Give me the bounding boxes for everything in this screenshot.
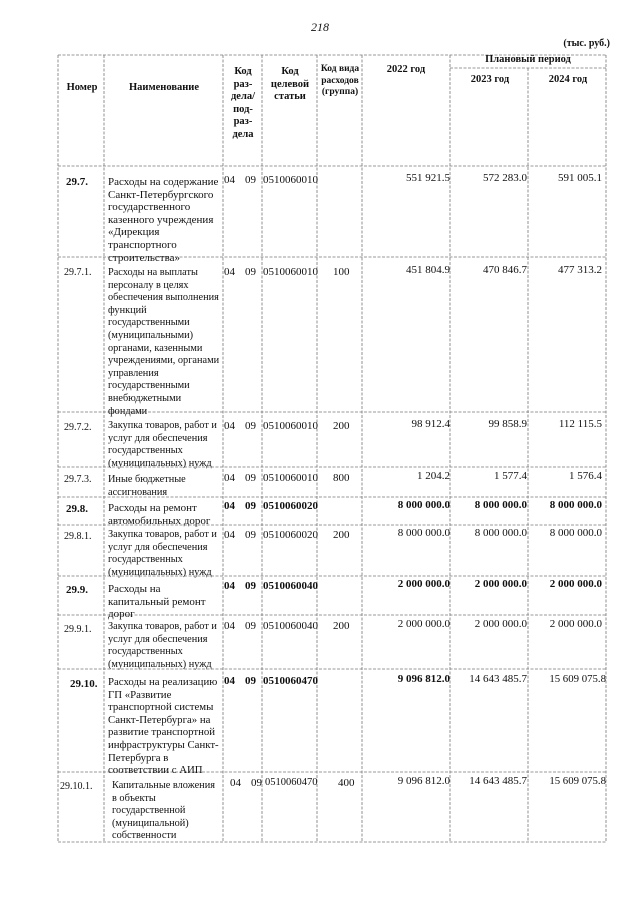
row-2023: 14 643 485.7 [469, 775, 527, 787]
units-label: (тыс. руб.) [563, 38, 610, 49]
row-vid: 800 [333, 472, 350, 484]
row-name: Расходы на ремонт автомобильных дорог [108, 502, 211, 527]
row-tsel: 0510060020 [263, 500, 318, 512]
row-razdel: 04 [224, 529, 235, 541]
row-tsel: 0510060010 [263, 420, 318, 432]
row-2023: 470 846.7 [483, 264, 527, 276]
row-razdel: 04 [224, 580, 235, 592]
row-2023: 2 000 000.0 [474, 578, 527, 590]
row-name: Расходы на содержание Санкт-Петербургского государственного казенного учреждения «Дирекция транспортного строительства» [108, 176, 219, 264]
row-vid: 200 [333, 420, 350, 432]
row-nomer: 29.9.1. [64, 624, 92, 635]
row-tsel: 0510060040 [263, 620, 318, 632]
row-2022: 451 804.9 [406, 264, 450, 276]
row-razdel: 04 [230, 777, 241, 789]
row-tsel: 0510060040 [263, 580, 318, 592]
row-vid: 200 [333, 620, 350, 632]
row-2022: 9 096 812.0 [397, 775, 450, 787]
row-2022: 551 921.5 [406, 172, 450, 184]
row-nomer: 29.7.1. [64, 267, 92, 278]
row-name: Закупка товаров, работ и услуг для обеспечения государственных (муниципальных) нужд [108, 529, 217, 578]
row-2023: 14 643 485.7 [469, 673, 527, 685]
header-tsel: Код целевой статьи [270, 66, 310, 102]
row-2024: 1 576.4 [569, 470, 602, 482]
row-razdel: 04 [224, 675, 235, 687]
row-name: Капитальные вложения в объекты государственной (муниципальной) собственности [112, 780, 215, 842]
row-nomer: 29.10.1. [60, 781, 93, 792]
row-name: Расходы на выплаты персоналу в целях обеспечения выполнения функций государственными (муниципальными) органами, казенными учреждениями, органами управления государственными внебюджетными фондами [108, 267, 220, 417]
row-2024: 15 609 075.8 [549, 775, 606, 787]
row-podrazdel: 09 [245, 620, 256, 632]
header-name: Наименование [129, 82, 199, 93]
row-tsel: 0510060010 [263, 174, 318, 186]
row-nomer: 29.7.2. [64, 422, 92, 433]
row-podrazdel: 09 [245, 580, 256, 592]
row-name: Расходы на реализацию ГП «Развитие транспортной системы Санкт-Петербурга» на развитие транспортной инфраструктуры Санкт-Петербурга в соответствии с АИП [108, 676, 219, 777]
row-2022: 8 000 000.0 [397, 499, 450, 511]
row-podrazdel: 09 [245, 675, 256, 687]
row-2023: 8 000 000.0 [474, 499, 527, 511]
row-2022: 98 912.4 [411, 418, 450, 430]
row-2024: 591 005.1 [558, 172, 602, 184]
row-2022: 9 096 812.0 [397, 673, 450, 685]
row-name: Расходы на капитальный ремонт дорог [108, 583, 206, 621]
header-2022: 2022 год [386, 64, 426, 75]
row-nomer: 29.8.1. [64, 531, 92, 542]
row-nomer: 29.10. [70, 678, 98, 690]
row-2023: 1 577.4 [494, 470, 527, 482]
header-plan-period: Плановый период [485, 54, 571, 65]
row-2023: 2 000 000.0 [474, 618, 527, 630]
row-2023: 8 000 000.0 [474, 527, 527, 539]
row-tsel: 0510060470 [265, 777, 318, 788]
row-2022: 8 000 000.0 [397, 527, 450, 539]
row-2024: 112 115.5 [558, 418, 602, 430]
row-podrazdel: 09 [245, 472, 256, 484]
page-number: 218 [311, 20, 329, 34]
header-vid: Код вида расходов (группа) [320, 64, 360, 97]
row-nomer: 29.9. [66, 584, 88, 596]
row-2024: 2 000 000.0 [549, 618, 602, 630]
row-2024: 8 000 000.0 [549, 499, 602, 511]
row-razdel: 04 [224, 420, 235, 432]
row-podrazdel: 09 [245, 174, 256, 186]
row-podrazdel: 09 [245, 529, 256, 541]
row-2024: 15 609 075.8 [549, 673, 606, 685]
row-nomer: 29.7. [66, 176, 88, 188]
row-podrazdel: 09 [245, 420, 256, 432]
row-2022: 2 000 000.0 [397, 578, 450, 590]
row-tsel: 0510060020 [263, 529, 318, 541]
row-2024: 477 313.2 [558, 264, 602, 276]
row-razdel: 04 [224, 174, 235, 186]
row-2024: 8 000 000.0 [549, 527, 602, 539]
row-name: Иные бюджетные ассигнования [108, 474, 186, 498]
row-name: Закупка товаров, работ и услуг для обеспечения государственных (муниципальных) нужд [108, 621, 217, 670]
row-2022: 1 204.2 [417, 470, 450, 482]
row-tsel: 0510060010 [263, 472, 318, 484]
header-2023: 2023 год [470, 74, 510, 85]
row-2024: 2 000 000.0 [549, 578, 602, 590]
row-razdel: 04 [224, 500, 235, 512]
row-vid: 400 [338, 777, 355, 789]
header-nomer: Номер [66, 82, 98, 93]
header-razdel: Код раз- дела/ под- раз- дела [230, 66, 256, 140]
row-vid: 100 [333, 266, 350, 278]
row-podrazdel: 09 [245, 500, 256, 512]
row-tsel: 0510060010 [263, 266, 318, 278]
row-nomer: 29.8. [66, 503, 88, 515]
row-podrazdel: 09 [245, 266, 256, 278]
row-name: Закупка товаров, работ и услуг для обеспечения государственных (муниципальных) нужд [108, 420, 217, 469]
row-razdel: 04 [224, 620, 235, 632]
row-podrazdel: 09 [251, 777, 262, 789]
row-2023: 99 858.9 [488, 418, 527, 430]
row-nomer: 29.7.3. [64, 474, 92, 485]
header-2024: 2024 год [548, 74, 588, 85]
row-razdel: 04 [224, 472, 235, 484]
row-2022: 2 000 000.0 [397, 618, 450, 630]
row-vid: 200 [333, 529, 350, 541]
row-tsel: 0510060470 [263, 675, 318, 687]
row-razdel: 04 [224, 266, 235, 278]
row-2023: 572 283.0 [483, 172, 527, 184]
